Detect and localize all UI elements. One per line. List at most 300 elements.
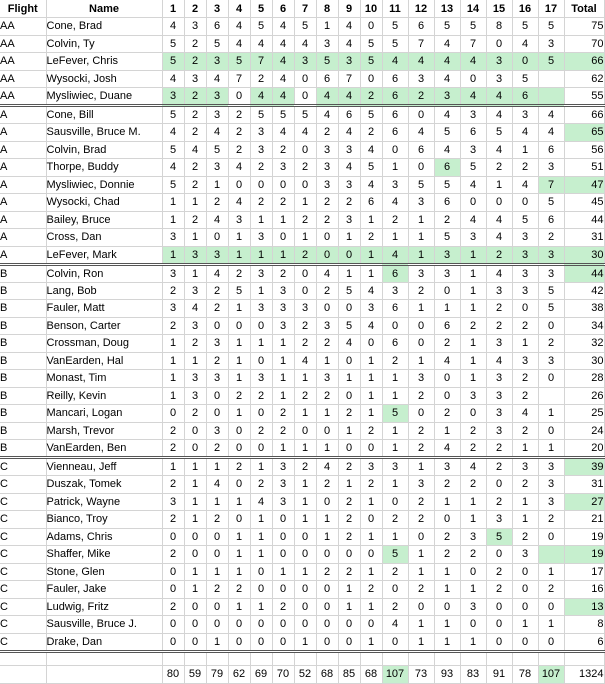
score-cell[interactable]: 3 bbox=[338, 211, 360, 229]
score-cell[interactable]: 4 bbox=[316, 106, 338, 124]
name-cell[interactable]: Vienneau, Jeff bbox=[46, 458, 162, 476]
score-cell[interactable]: 3 bbox=[316, 141, 338, 159]
score-cell[interactable]: 3 bbox=[434, 246, 460, 264]
score-cell[interactable]: 2 bbox=[184, 176, 206, 194]
score-cell[interactable]: 6 bbox=[460, 124, 486, 142]
player-row[interactable] bbox=[0, 422, 604, 440]
score-cell[interactable]: 1 bbox=[228, 563, 250, 581]
name-cell[interactable]: VanEarden, Hal bbox=[46, 352, 162, 370]
score-cell[interactable]: 2 bbox=[316, 476, 338, 494]
score-cell[interactable]: 2 bbox=[338, 511, 360, 529]
score-cell[interactable]: 2 bbox=[228, 581, 250, 599]
score-cell[interactable]: 3 bbox=[316, 176, 338, 194]
score-cell[interactable]: 0 bbox=[460, 70, 486, 88]
score-cell[interactable]: 1 bbox=[228, 528, 250, 546]
score-cell[interactable]: 2 bbox=[434, 546, 460, 564]
score-cell[interactable]: 1 bbox=[250, 598, 272, 616]
flight-cell[interactable]: B bbox=[0, 370, 46, 388]
column-header[interactable]: 1 bbox=[162, 0, 184, 18]
score-cell[interactable]: 3 bbox=[486, 405, 512, 423]
score-cell[interactable]: 2 bbox=[338, 194, 360, 212]
empty-cell[interactable] bbox=[382, 651, 408, 665]
column-total-cell[interactable]: 80 bbox=[162, 665, 184, 683]
score-cell[interactable]: 2 bbox=[338, 405, 360, 423]
score-cell[interactable]: 2 bbox=[272, 141, 294, 159]
name-cell[interactable]: Colvin, Ron bbox=[46, 264, 162, 282]
score-cell[interactable]: 5 bbox=[294, 18, 316, 36]
score-cell[interactable]: 0 bbox=[434, 282, 460, 300]
score-cell[interactable]: 1 bbox=[382, 229, 408, 247]
score-cell[interactable]: 0 bbox=[184, 598, 206, 616]
score-cell[interactable]: 2 bbox=[206, 440, 228, 458]
score-cell[interactable]: 1 bbox=[382, 370, 408, 388]
column-total-cell[interactable]: 79 bbox=[206, 665, 228, 683]
score-cell[interactable]: 5 bbox=[228, 282, 250, 300]
column-header[interactable]: 8 bbox=[316, 0, 338, 18]
player-row[interactable] bbox=[0, 211, 604, 229]
score-cell[interactable]: 2 bbox=[316, 211, 338, 229]
player-row[interactable] bbox=[0, 194, 604, 212]
score-cell[interactable]: 4 bbox=[360, 317, 382, 335]
score-cell[interactable]: 1 bbox=[360, 528, 382, 546]
total-cell[interactable]: 45 bbox=[564, 194, 604, 212]
score-cell[interactable]: 1 bbox=[512, 511, 538, 529]
score-cell[interactable]: 1 bbox=[360, 633, 382, 651]
player-row[interactable] bbox=[0, 176, 604, 194]
column-header[interactable]: 11 bbox=[382, 0, 408, 18]
score-cell[interactable]: 0 bbox=[250, 616, 272, 634]
score-cell[interactable]: 4 bbox=[486, 352, 512, 370]
score-cell[interactable]: 0 bbox=[162, 405, 184, 423]
total-cell[interactable]: 44 bbox=[564, 211, 604, 229]
score-cell[interactable]: 5 bbox=[538, 53, 564, 71]
score-cell[interactable]: 1 bbox=[538, 616, 564, 634]
score-cell[interactable]: 1 bbox=[408, 300, 434, 318]
score-cell[interactable]: 7 bbox=[338, 70, 360, 88]
score-cell[interactable]: 1 bbox=[338, 476, 360, 494]
column-total-cell[interactable]: 83 bbox=[460, 665, 486, 683]
score-cell[interactable]: 0 bbox=[294, 422, 316, 440]
score-cell[interactable]: 0 bbox=[272, 229, 294, 247]
score-cell[interactable]: 0 bbox=[360, 70, 382, 88]
score-cell[interactable]: 0 bbox=[294, 528, 316, 546]
score-cell[interactable]: 0 bbox=[460, 563, 486, 581]
name-cell[interactable]: Colvin, Ty bbox=[46, 35, 162, 53]
score-cell[interactable]: 1 bbox=[228, 370, 250, 388]
score-cell[interactable]: 1 bbox=[294, 511, 316, 529]
column-total-cell[interactable]: 69 bbox=[250, 665, 272, 683]
score-cell[interactable]: 1 bbox=[228, 246, 250, 264]
score-cell[interactable]: 1 bbox=[272, 335, 294, 353]
score-cell[interactable]: 1 bbox=[538, 405, 564, 423]
score-cell[interactable]: 2 bbox=[206, 194, 228, 212]
score-cell[interactable]: 1 bbox=[486, 176, 512, 194]
empty-cell[interactable] bbox=[184, 651, 206, 665]
score-cell[interactable]: 2 bbox=[316, 335, 338, 353]
score-cell[interactable]: 0 bbox=[184, 528, 206, 546]
score-cell[interactable]: 0 bbox=[228, 633, 250, 651]
score-cell[interactable]: 5 bbox=[206, 141, 228, 159]
score-cell[interactable]: 2 bbox=[294, 335, 316, 353]
score-cell[interactable]: 0 bbox=[538, 528, 564, 546]
score-cell[interactable]: 0 bbox=[408, 598, 434, 616]
score-cell[interactable]: 1 bbox=[184, 194, 206, 212]
score-cell[interactable]: 4 bbox=[184, 141, 206, 159]
name-cell[interactable]: LeFever, Chris bbox=[46, 53, 162, 71]
score-cell[interactable]: 0 bbox=[408, 106, 434, 124]
total-cell[interactable]: 27 bbox=[564, 493, 604, 511]
score-cell[interactable]: 0 bbox=[338, 387, 360, 405]
score-cell[interactable]: 0 bbox=[294, 141, 316, 159]
score-cell[interactable]: 0 bbox=[316, 633, 338, 651]
score-cell[interactable]: 1 bbox=[408, 633, 434, 651]
score-cell[interactable]: 4 bbox=[316, 458, 338, 476]
score-cell[interactable]: 0 bbox=[184, 546, 206, 564]
score-cell[interactable]: 4 bbox=[408, 53, 434, 71]
score-cell[interactable]: 4 bbox=[408, 124, 434, 142]
score-cell[interactable]: 3 bbox=[272, 159, 294, 177]
score-cell[interactable]: 1 bbox=[316, 18, 338, 36]
column-total-cell[interactable]: 91 bbox=[486, 665, 512, 683]
score-cell[interactable]: 2 bbox=[338, 493, 360, 511]
score-cell[interactable]: 0 bbox=[382, 141, 408, 159]
score-cell[interactable]: 2 bbox=[184, 53, 206, 71]
score-cell[interactable]: 4 bbox=[294, 124, 316, 142]
total-cell[interactable]: 47 bbox=[564, 176, 604, 194]
player-row[interactable] bbox=[0, 633, 604, 651]
score-cell[interactable]: 6 bbox=[408, 141, 434, 159]
score-cell[interactable]: 1 bbox=[272, 352, 294, 370]
flight-cell[interactable]: C bbox=[0, 476, 46, 494]
score-cell[interactable]: 3 bbox=[460, 528, 486, 546]
score-cell[interactable]: 3 bbox=[538, 246, 564, 264]
score-cell[interactable]: 0 bbox=[434, 370, 460, 388]
flight-cell[interactable]: B bbox=[0, 440, 46, 458]
score-cell[interactable]: 2 bbox=[338, 528, 360, 546]
score-cell[interactable]: 1 bbox=[382, 387, 408, 405]
score-cell[interactable]: 4 bbox=[206, 264, 228, 282]
score-cell[interactable]: 0 bbox=[228, 317, 250, 335]
score-cell[interactable]: 5 bbox=[360, 159, 382, 177]
name-cell[interactable]: Sausville, Bruce M. bbox=[46, 124, 162, 142]
name-cell[interactable]: Ludwig, Fritz bbox=[46, 598, 162, 616]
name-cell[interactable]: Stone, Glen bbox=[46, 563, 162, 581]
score-cell[interactable]: 4 bbox=[228, 194, 250, 212]
score-cell[interactable]: 3 bbox=[338, 53, 360, 71]
flight-cell[interactable]: B bbox=[0, 282, 46, 300]
score-cell[interactable]: 0 bbox=[338, 616, 360, 634]
score-cell[interactable]: 3 bbox=[206, 159, 228, 177]
score-cell[interactable]: 1 bbox=[360, 264, 382, 282]
score-cell[interactable]: 3 bbox=[382, 282, 408, 300]
score-cell[interactable]: 1 bbox=[294, 194, 316, 212]
name-cell[interactable]: Patrick, Wayne bbox=[46, 493, 162, 511]
score-cell[interactable]: 1 bbox=[360, 563, 382, 581]
name-cell[interactable]: Cross, Dan bbox=[46, 229, 162, 247]
score-cell[interactable]: 2 bbox=[486, 317, 512, 335]
score-cell[interactable]: 1 bbox=[408, 352, 434, 370]
score-cell[interactable]: 2 bbox=[162, 511, 184, 529]
score-cell[interactable]: 1 bbox=[460, 335, 486, 353]
score-cell[interactable]: 1 bbox=[162, 458, 184, 476]
empty-cell[interactable] bbox=[434, 651, 460, 665]
score-cell[interactable]: 0 bbox=[250, 352, 272, 370]
score-cell[interactable]: 2 bbox=[486, 563, 512, 581]
score-cell[interactable]: 6 bbox=[382, 70, 408, 88]
score-cell[interactable]: 2 bbox=[162, 546, 184, 564]
score-cell[interactable]: 1 bbox=[360, 246, 382, 264]
score-cell[interactable]: 1 bbox=[250, 335, 272, 353]
score-cell[interactable]: 3 bbox=[434, 458, 460, 476]
score-cell[interactable]: 1 bbox=[206, 458, 228, 476]
score-cell[interactable]: 4 bbox=[512, 124, 538, 142]
score-cell[interactable]: 3 bbox=[162, 264, 184, 282]
score-cell[interactable]: 5 bbox=[434, 176, 460, 194]
player-row[interactable] bbox=[0, 317, 604, 335]
total-cell[interactable]: 6 bbox=[564, 633, 604, 651]
score-cell[interactable]: 2 bbox=[512, 422, 538, 440]
empty-cell[interactable] bbox=[338, 651, 360, 665]
score-cell[interactable]: 3 bbox=[538, 458, 564, 476]
score-cell[interactable]: 5 bbox=[206, 35, 228, 53]
score-cell[interactable]: 2 bbox=[360, 124, 382, 142]
score-cell[interactable]: 5 bbox=[460, 159, 486, 177]
score-cell[interactable]: 1 bbox=[316, 511, 338, 529]
empty-cell[interactable] bbox=[486, 651, 512, 665]
score-cell[interactable]: 3 bbox=[206, 88, 228, 106]
score-cell[interactable]: 4 bbox=[460, 458, 486, 476]
player-row[interactable] bbox=[0, 546, 604, 564]
score-cell[interactable]: 3 bbox=[316, 159, 338, 177]
score-cell[interactable]: 4 bbox=[382, 616, 408, 634]
empty-cell[interactable] bbox=[228, 651, 250, 665]
score-cell[interactable]: 0 bbox=[408, 528, 434, 546]
score-cell[interactable]: 4 bbox=[162, 159, 184, 177]
total-cell[interactable]: 19 bbox=[564, 528, 604, 546]
score-cell[interactable]: 2 bbox=[228, 124, 250, 142]
score-cell[interactable]: 0 bbox=[512, 300, 538, 318]
score-cell[interactable]: 0 bbox=[184, 422, 206, 440]
score-cell[interactable]: 2 bbox=[294, 317, 316, 335]
score-cell[interactable]: 2 bbox=[184, 124, 206, 142]
score-cell[interactable]: 3 bbox=[408, 70, 434, 88]
player-row[interactable] bbox=[0, 352, 604, 370]
empty-cell[interactable] bbox=[206, 651, 228, 665]
total-cell[interactable]: 32 bbox=[564, 335, 604, 353]
score-cell[interactable]: 0 bbox=[250, 405, 272, 423]
score-cell[interactable]: 2 bbox=[408, 88, 434, 106]
score-cell[interactable]: 3 bbox=[338, 141, 360, 159]
score-cell[interactable]: 2 bbox=[538, 581, 564, 599]
score-cell[interactable]: 0 bbox=[206, 598, 228, 616]
score-cell[interactable]: 1 bbox=[162, 211, 184, 229]
score-cell[interactable]: 2 bbox=[162, 476, 184, 494]
score-cell[interactable] bbox=[538, 387, 564, 405]
score-cell[interactable]: 3 bbox=[408, 194, 434, 212]
score-cell[interactable]: 3 bbox=[184, 317, 206, 335]
score-cell[interactable]: 3 bbox=[272, 493, 294, 511]
flight-cell[interactable]: AA bbox=[0, 70, 46, 88]
score-cell[interactable]: 1 bbox=[434, 300, 460, 318]
score-cell[interactable]: 4 bbox=[486, 141, 512, 159]
name-cell[interactable]: Colvin, Brad bbox=[46, 141, 162, 159]
score-cell[interactable]: 2 bbox=[250, 159, 272, 177]
score-cell[interactable]: 4 bbox=[460, 176, 486, 194]
score-cell[interactable]: 3 bbox=[250, 370, 272, 388]
score-cell[interactable]: 1 bbox=[316, 352, 338, 370]
score-cell[interactable]: 1 bbox=[206, 176, 228, 194]
score-cell[interactable]: 1 bbox=[460, 370, 486, 388]
total-cell[interactable]: 31 bbox=[564, 229, 604, 247]
score-cell[interactable]: 3 bbox=[538, 159, 564, 177]
score-cell[interactable]: 0 bbox=[162, 528, 184, 546]
score-cell[interactable]: 6 bbox=[382, 106, 408, 124]
name-cell[interactable]: Fauler, Matt bbox=[46, 300, 162, 318]
score-cell[interactable]: 1 bbox=[360, 387, 382, 405]
score-cell[interactable]: 1 bbox=[272, 563, 294, 581]
score-cell[interactable]: 3 bbox=[272, 300, 294, 318]
score-cell[interactable]: 5 bbox=[338, 282, 360, 300]
score-cell[interactable]: 1 bbox=[460, 264, 486, 282]
score-cell[interactable]: 1 bbox=[184, 476, 206, 494]
name-cell[interactable]: LeFever, Mark bbox=[46, 246, 162, 264]
column-header[interactable]: 2 bbox=[184, 0, 206, 18]
score-cell[interactable]: 3 bbox=[382, 176, 408, 194]
score-cell[interactable]: 4 bbox=[338, 124, 360, 142]
score-cell[interactable]: 3 bbox=[460, 141, 486, 159]
score-cell[interactable]: 7 bbox=[228, 70, 250, 88]
score-cell[interactable]: 1 bbox=[272, 370, 294, 388]
score-cell[interactable]: 2 bbox=[512, 370, 538, 388]
score-cell[interactable]: 3 bbox=[408, 476, 434, 494]
column-total-cell[interactable]: 59 bbox=[184, 665, 206, 683]
score-cell[interactable]: 0 bbox=[460, 616, 486, 634]
score-cell[interactable]: 0 bbox=[460, 405, 486, 423]
score-cell[interactable]: 3 bbox=[206, 422, 228, 440]
empty-cell[interactable] bbox=[316, 651, 338, 665]
flight-cell[interactable]: B bbox=[0, 264, 46, 282]
score-cell[interactable]: 4 bbox=[486, 106, 512, 124]
score-cell[interactable]: 2 bbox=[538, 229, 564, 247]
score-cell[interactable]: 0 bbox=[294, 598, 316, 616]
score-cell[interactable]: 0 bbox=[360, 18, 382, 36]
score-cell[interactable]: 3 bbox=[206, 370, 228, 388]
score-cell[interactable]: 2 bbox=[250, 194, 272, 212]
score-cell[interactable]: 6 bbox=[434, 194, 460, 212]
score-cell[interactable]: 1 bbox=[538, 440, 564, 458]
column-total-cell[interactable]: 73 bbox=[408, 665, 434, 683]
score-cell[interactable]: 1 bbox=[382, 159, 408, 177]
total-cell[interactable]: 39 bbox=[564, 458, 604, 476]
player-row[interactable] bbox=[0, 264, 604, 282]
score-cell[interactable]: 1 bbox=[228, 352, 250, 370]
score-cell[interactable]: 0 bbox=[512, 53, 538, 71]
player-row[interactable] bbox=[0, 370, 604, 388]
score-cell[interactable]: 3 bbox=[206, 335, 228, 353]
score-cell[interactable]: 3 bbox=[272, 458, 294, 476]
score-cell[interactable]: 4 bbox=[338, 88, 360, 106]
score-cell[interactable]: 2 bbox=[316, 282, 338, 300]
name-cell[interactable]: Shaffer, Mike bbox=[46, 546, 162, 564]
score-cell[interactable]: 0 bbox=[272, 633, 294, 651]
score-cell[interactable]: 2 bbox=[382, 211, 408, 229]
score-cell[interactable]: 1 bbox=[460, 633, 486, 651]
score-cell[interactable]: 2 bbox=[408, 581, 434, 599]
flight-cell[interactable]: C bbox=[0, 511, 46, 529]
score-cell[interactable]: 2 bbox=[360, 229, 382, 247]
flight-cell[interactable]: B bbox=[0, 352, 46, 370]
total-cell[interactable]: 30 bbox=[564, 352, 604, 370]
score-cell[interactable]: 3 bbox=[184, 282, 206, 300]
score-cell[interactable]: 0 bbox=[486, 476, 512, 494]
column-header[interactable]: 4 bbox=[228, 0, 250, 18]
player-row[interactable] bbox=[0, 387, 604, 405]
score-cell[interactable]: 4 bbox=[434, 440, 460, 458]
score-cell[interactable]: 2 bbox=[408, 422, 434, 440]
total-cell[interactable]: 19 bbox=[564, 546, 604, 564]
score-cell[interactable]: 0 bbox=[382, 317, 408, 335]
score-cell[interactable]: 2 bbox=[184, 35, 206, 53]
score-cell[interactable]: 3 bbox=[162, 88, 184, 106]
score-cell[interactable]: 3 bbox=[272, 476, 294, 494]
score-cell[interactable]: 0 bbox=[272, 176, 294, 194]
score-cell[interactable]: 3 bbox=[512, 546, 538, 564]
score-cell[interactable]: 7 bbox=[250, 53, 272, 71]
score-cell[interactable]: 3 bbox=[486, 422, 512, 440]
column-header[interactable]: 14 bbox=[460, 0, 486, 18]
score-cell[interactable]: 6 bbox=[360, 194, 382, 212]
score-cell[interactable]: 3 bbox=[294, 53, 316, 71]
score-cell[interactable]: 0 bbox=[294, 616, 316, 634]
score-cell[interactable]: 5 bbox=[486, 528, 512, 546]
score-cell[interactable]: 1 bbox=[338, 229, 360, 247]
score-cell[interactable]: 2 bbox=[338, 563, 360, 581]
score-cell[interactable]: 0 bbox=[250, 317, 272, 335]
score-cell[interactable]: 0 bbox=[338, 300, 360, 318]
score-cell[interactable]: 0 bbox=[434, 387, 460, 405]
score-cell[interactable]: 1 bbox=[272, 246, 294, 264]
total-cell[interactable]: 51 bbox=[564, 159, 604, 177]
score-cell[interactable]: 2 bbox=[512, 317, 538, 335]
score-cell[interactable]: 1 bbox=[360, 211, 382, 229]
total-cell[interactable]: 44 bbox=[564, 264, 604, 282]
name-cell[interactable]: Monast, Tim bbox=[46, 370, 162, 388]
score-cell[interactable]: 2 bbox=[434, 528, 460, 546]
score-cell[interactable]: 1 bbox=[460, 246, 486, 264]
score-cell[interactable]: 3 bbox=[250, 141, 272, 159]
score-cell[interactable]: 2 bbox=[294, 458, 316, 476]
score-cell[interactable]: 0 bbox=[408, 317, 434, 335]
score-cell[interactable]: 2 bbox=[184, 211, 206, 229]
score-cell[interactable]: 3 bbox=[184, 70, 206, 88]
score-cell[interactable]: 1 bbox=[206, 633, 228, 651]
flight-cell[interactable]: A bbox=[0, 124, 46, 142]
score-cell[interactable]: 6 bbox=[538, 211, 564, 229]
score-cell[interactable]: 3 bbox=[184, 387, 206, 405]
score-cell[interactable]: 4 bbox=[538, 106, 564, 124]
score-cell[interactable]: 3 bbox=[408, 370, 434, 388]
player-row[interactable] bbox=[0, 18, 604, 36]
score-cell[interactable]: 1 bbox=[408, 616, 434, 634]
empty-cell[interactable] bbox=[512, 651, 538, 665]
score-cell[interactable]: 0 bbox=[338, 352, 360, 370]
total-cell[interactable]: 66 bbox=[564, 106, 604, 124]
score-cell[interactable]: 5 bbox=[512, 211, 538, 229]
score-cell[interactable]: 3 bbox=[206, 106, 228, 124]
column-total-cell[interactable]: 85 bbox=[338, 665, 360, 683]
score-cell[interactable]: 2 bbox=[360, 422, 382, 440]
score-cell[interactable]: 0 bbox=[272, 616, 294, 634]
